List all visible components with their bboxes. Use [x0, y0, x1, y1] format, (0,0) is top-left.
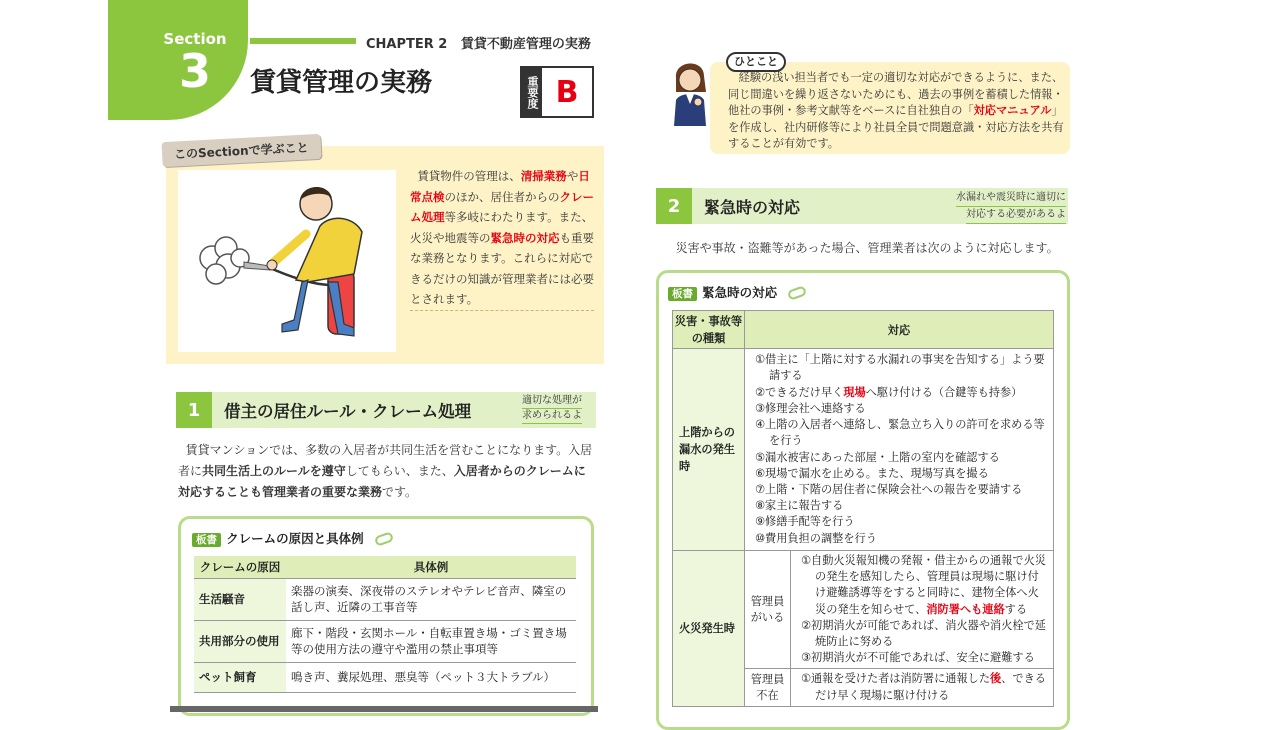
- tip-text: 経験の浅い担当者でも一定の適切な対応ができるように、また、同じ間違いを繰り返さないためにも、過去の事例を蓄積した情報・他社の事例・参考文献等をベースに自社独自の「対応マニュアル」を作成し、社内研修等により社員全員で問題意識・対応方法を共有することが有効です。: [728, 71, 1064, 151]
- emergency-table: [672, 310, 1054, 707]
- section2-number: 2: [656, 188, 692, 224]
- table-row: 生活騒音 楽器の演奏、深夜帯のステレオやテレビ音声、隣室の話し声、近隣の工事音等: [194, 578, 576, 620]
- page-title: 賃貸管理の実務: [250, 68, 433, 98]
- chapter-heading: [366, 33, 591, 52]
- section2-note: 水漏れや震災時に適切に 対応する必要があるよ: [950, 190, 1066, 224]
- board-tag: 板書: [192, 533, 221, 547]
- section-label: Section: [163, 30, 227, 48]
- page-bottom-bar: [170, 706, 598, 712]
- table-row: 火災発生時 管理員がいる ①自動火災報知機の発報・借主からの通報で火災の発生を感知したら、管理員は現場に駆け付け避難誘導等をすると同時に、建物全体へ火災の発生を知らせて、消防署へも連絡する ②初期消火が可能であれば、消火器や消火栓で延焼防止に努める ③初期消火が不可能であれば、安全に避難する: [673, 551, 1054, 669]
- table-row: ペット飼育 鳴き声、糞尿処理、悪臭等（ペット３大トラブル）: [194, 662, 576, 692]
- board-tag: 板書: [668, 287, 697, 301]
- emergency-board-header: [668, 282, 806, 301]
- section-number: 3: [178, 44, 211, 98]
- learn-tag: このSectionで学ぶこと: [161, 134, 321, 167]
- table-header: クレームの原因: [194, 556, 286, 578]
- chapter-bar: [250, 38, 356, 44]
- table-header: 具体例: [286, 556, 576, 578]
- advisor-avatar: [668, 56, 712, 126]
- chalk-icon: [787, 285, 807, 301]
- learn-text: 賃貸物件の管理は、清掃業務や日常点検のほか、居住者からのクレーム処理等多岐にわたります。また、火災や地震等の緊急時の対応も重要な業務となります。これらに対応できるだけの知識が管理業者には必要とされます。: [410, 166, 594, 311]
- chapter-title: 賃貸不動産管理の実務: [460, 37, 591, 52]
- table-header: 対応: [745, 311, 1054, 349]
- section1-title: 借主の居住ルール・クレーム処理: [224, 402, 472, 421]
- table-row: 上階からの漏水の発生時 ①借主に「上階に対する水漏れの事実を告知する」よう要請する ②できるだけ早く現場へ駆け付ける（合鍵等も持参） ③修理会社へ連絡する ④上階の入居者へ連絡し、緊急立ち入りの許可を求める等を行う ⑤漏水被害にあった部屋・上階の室内を確認する ⑥現場で漏水を止める。また、現場写真を撮る ⑦上階・下階の居住者に保険会社への報告を要請する ⑧家主に報告する ⑨修繕手配等を行う ⑩費用負担の調整を行う: [673, 349, 1054, 551]
- table-row: 共用部分の使用 廊下・階段・玄関ホール・自転車置き場・ゴミ置き場等の使用方法の遵守や濫用の禁止事項等: [194, 620, 576, 662]
- section1-number: 1: [176, 392, 212, 428]
- fire-extinguisher-illustration: [178, 170, 396, 352]
- claims-board-title: クレームの原因と具体例: [226, 531, 364, 546]
- section2-title: 緊急時の対応: [704, 198, 801, 217]
- chalk-icon: [374, 531, 394, 547]
- section2-paragraph: 災害や事故・盗難等があった場合、管理業者は次のように対応します。: [675, 241, 1059, 255]
- leak-actions: ①借主に「上階に対する水漏れの事実を告知する」よう要請する ②できるだけ早く現場へ駆け付ける（合鍵等も持参） ③修理会社へ連絡する ④上階の入居者へ連絡し、緊急立ち入りの許可を求める等を行う ⑤漏水被害にあった部屋・上階の室内を確認する ⑥現場で漏水を止める。また、現場写真を撮る ⑦上階・下階の居住者に保険会社への報告を要請する ⑧家主に報告する ⑨修繕手配等を行う ⑩費用負担の調整を行う: [745, 349, 1054, 551]
- table-header: 災害・事故等の種類: [673, 311, 745, 349]
- emergency-board-title: 緊急時の対応: [702, 285, 778, 300]
- fire-absent-actions: ①通報を受けた者は消防署に通報した後、できるだけ早く現場に駆け付ける: [791, 669, 1054, 706]
- claims-board-header: [192, 528, 393, 547]
- importance-label: 重要度: [522, 68, 542, 116]
- spray-cloud-icon: [200, 237, 270, 284]
- fire-present-actions: ①自動火災報知機の発報・借主からの通報で火災の発生を感知したら、管理員は現場に駆け付け避難誘導等をすると同時に、建物全体へ火災の発生を知らせて、消防署へも連絡する ②初期消火が可能であれば、消火器や消火栓で延焼防止に努める ③初期消火が不可能であれば、安全に避難する: [791, 551, 1054, 669]
- importance-grade: B: [555, 74, 579, 110]
- claims-table: [194, 556, 576, 693]
- tip-tag: ひとこと: [726, 52, 786, 72]
- chapter-label: CHAPTER 2: [366, 37, 448, 52]
- table-row: 管理員不在 ①通報を受けた者は消防署に通報した後、できるだけ早く現場に駆け付ける: [673, 669, 1054, 706]
- importance-badge: [520, 66, 594, 118]
- section1-paragraph: 賃貸マンションでは、多数の入居者が共同生活を営むことになります。入居者に共同生活上のルールを遵守してもらい、また、入居者からのクレームに対応することも管理業者の重要な業務です。: [178, 443, 593, 499]
- section1-note: 適切な処理が 求められるよ: [522, 394, 592, 424]
